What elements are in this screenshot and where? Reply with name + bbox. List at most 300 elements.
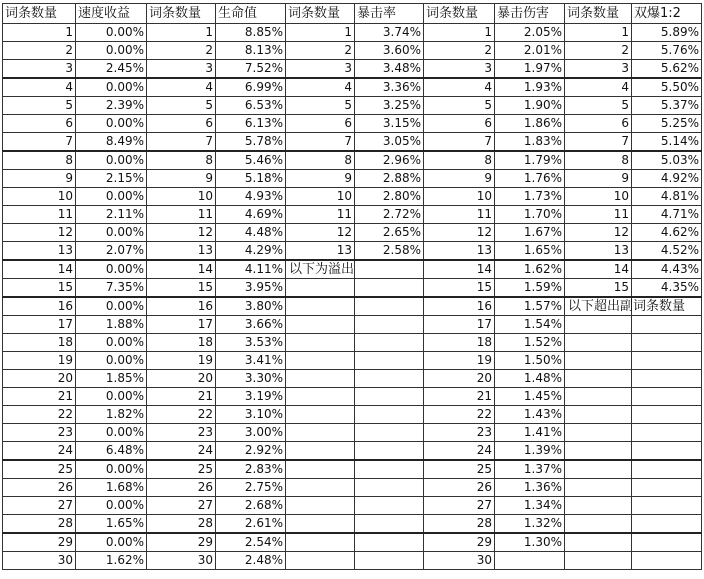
count-cell[interactable]: 23 bbox=[3, 424, 76, 442]
count-cell[interactable]: 20 bbox=[3, 370, 76, 388]
count-cell[interactable]: 9 bbox=[3, 170, 76, 188]
crit-dmg-cell[interactable]: 1.76% bbox=[495, 170, 565, 188]
count-cell[interactable]: 19 bbox=[424, 352, 495, 370]
count-cell[interactable]: 29 bbox=[424, 533, 495, 552]
speed-cell[interactable]: 1.85% bbox=[76, 370, 147, 388]
speed-cell[interactable]: 0.00% bbox=[76, 424, 147, 442]
hp-cell[interactable]: 6.13% bbox=[216, 115, 286, 133]
count-cell[interactable]: 16 bbox=[3, 297, 76, 316]
speed-cell[interactable]: 1.65% bbox=[76, 515, 147, 534]
count-cell[interactable]: 4 bbox=[424, 78, 495, 97]
crit-rate-cell[interactable] bbox=[355, 370, 424, 388]
count-cell[interactable]: 10 bbox=[565, 188, 632, 206]
count-cell[interactable]: 9 bbox=[565, 170, 632, 188]
count-cell[interactable] bbox=[565, 406, 632, 424]
hp-cell[interactable]: 5.78% bbox=[216, 133, 286, 152]
count-cell[interactable]: 16 bbox=[147, 297, 216, 316]
hp-cell[interactable]: 4.93% bbox=[216, 188, 286, 206]
crit-dmg-cell[interactable]: 1.50% bbox=[495, 352, 565, 370]
count-cell[interactable]: 10 bbox=[424, 188, 495, 206]
double-crit-cell[interactable] bbox=[632, 552, 702, 570]
speed-cell[interactable]: 0.00% bbox=[76, 334, 147, 352]
count-cell[interactable] bbox=[286, 406, 355, 424]
hp-cell[interactable]: 2.83% bbox=[216, 460, 286, 479]
count-cell[interactable]: 2 bbox=[3, 42, 76, 60]
speed-cell[interactable]: 0.00% bbox=[76, 224, 147, 242]
speed-cell[interactable]: 0.00% bbox=[76, 260, 147, 279]
count-cell[interactable]: 14 bbox=[424, 260, 495, 279]
crit-dmg-cell[interactable]: 1.30% bbox=[495, 533, 565, 552]
header-cell[interactable]: 词条数量 bbox=[424, 4, 495, 24]
crit-rate-cell[interactable]: 2.96% bbox=[355, 151, 424, 170]
double-crit-cell[interactable]: 4.81% bbox=[632, 188, 702, 206]
count-cell[interactable]: 26 bbox=[147, 479, 216, 497]
count-cell[interactable]: 13 bbox=[286, 242, 355, 261]
header-cell[interactable]: 词条数量 bbox=[3, 4, 76, 24]
count-cell[interactable]: 3 bbox=[565, 60, 632, 79]
count-cell[interactable]: 25 bbox=[424, 460, 495, 479]
count-cell[interactable] bbox=[286, 497, 355, 515]
count-cell[interactable]: 8 bbox=[286, 151, 355, 170]
header-cell[interactable]: 词条数量 bbox=[565, 4, 632, 24]
double-crit-cell[interactable]: 4.71% bbox=[632, 206, 702, 224]
count-cell[interactable] bbox=[286, 297, 355, 316]
hp-cell[interactable]: 3.30% bbox=[216, 370, 286, 388]
count-cell[interactable]: 22 bbox=[147, 406, 216, 424]
crit-rate-cell[interactable]: 2.80% bbox=[355, 188, 424, 206]
count-cell[interactable]: 26 bbox=[424, 479, 495, 497]
double-crit-cell[interactable] bbox=[632, 479, 702, 497]
count-cell[interactable]: 2 bbox=[424, 42, 495, 60]
header-cell[interactable]: 暴击率 bbox=[355, 4, 424, 24]
crit-rate-cell[interactable]: 2.65% bbox=[355, 224, 424, 242]
count-cell[interactable]: 11 bbox=[424, 206, 495, 224]
count-cell[interactable]: 21 bbox=[424, 388, 495, 406]
hp-cell[interactable]: 2.92% bbox=[216, 442, 286, 461]
hp-cell[interactable]: 6.99% bbox=[216, 78, 286, 97]
count-cell[interactable]: 11 bbox=[3, 206, 76, 224]
hp-cell[interactable]: 5.46% bbox=[216, 151, 286, 170]
count-cell[interactable]: 11 bbox=[286, 206, 355, 224]
crit-dmg-cell[interactable]: 1.70% bbox=[495, 206, 565, 224]
double-crit-cell[interactable]: 4.52% bbox=[632, 242, 702, 261]
count-cell[interactable]: 4 bbox=[3, 78, 76, 97]
crit-rate-cell[interactable] bbox=[355, 279, 424, 298]
count-cell[interactable]: 6 bbox=[565, 115, 632, 133]
count-cell[interactable]: 15 bbox=[147, 279, 216, 298]
count-cell[interactable]: 24 bbox=[424, 442, 495, 461]
count-cell[interactable] bbox=[565, 334, 632, 352]
count-cell[interactable] bbox=[286, 515, 355, 534]
double-crit-cell[interactable]: 5.25% bbox=[632, 115, 702, 133]
crit-dmg-cell[interactable]: 1.39% bbox=[495, 442, 565, 461]
count-cell[interactable]: 15 bbox=[3, 279, 76, 298]
count-cell[interactable]: 14 bbox=[147, 260, 216, 279]
count-cell[interactable]: 20 bbox=[147, 370, 216, 388]
double-crit-cell[interactable]: 5.50% bbox=[632, 78, 702, 97]
count-cell[interactable]: 13 bbox=[3, 242, 76, 261]
count-cell[interactable]: 8 bbox=[3, 151, 76, 170]
crit-rate-cell[interactable] bbox=[355, 533, 424, 552]
crit-dmg-cell[interactable]: 1.32% bbox=[495, 515, 565, 534]
crit-rate-cell[interactable] bbox=[355, 260, 424, 279]
count-cell[interactable]: 28 bbox=[424, 515, 495, 534]
count-cell[interactable]: 2 bbox=[147, 42, 216, 60]
count-cell[interactable]: 19 bbox=[147, 352, 216, 370]
count-cell[interactable]: 5 bbox=[147, 97, 216, 115]
speed-cell[interactable]: 0.00% bbox=[76, 497, 147, 515]
hp-cell[interactable]: 3.66% bbox=[216, 316, 286, 334]
count-cell[interactable] bbox=[286, 334, 355, 352]
count-cell[interactable]: 1 bbox=[424, 24, 495, 42]
crit-dmg-cell[interactable]: 1.67% bbox=[495, 224, 565, 242]
count-cell[interactable]: 22 bbox=[3, 406, 76, 424]
count-cell[interactable]: 7 bbox=[565, 133, 632, 152]
speed-cell[interactable]: 0.00% bbox=[76, 24, 147, 42]
count-cell[interactable]: 25 bbox=[3, 460, 76, 479]
double-crit-cell[interactable]: 5.37% bbox=[632, 97, 702, 115]
crit-rate-cell[interactable]: 3.74% bbox=[355, 24, 424, 42]
count-cell[interactable]: 15 bbox=[565, 279, 632, 298]
header-cell[interactable]: 暴击伤害 bbox=[495, 4, 565, 24]
count-cell[interactable] bbox=[565, 352, 632, 370]
count-cell[interactable] bbox=[286, 316, 355, 334]
crit-dmg-cell[interactable]: 2.01% bbox=[495, 42, 565, 60]
crit-dmg-cell[interactable]: 1.65% bbox=[495, 242, 565, 261]
crit-rate-cell[interactable]: 3.05% bbox=[355, 133, 424, 152]
count-cell[interactable]: 21 bbox=[3, 388, 76, 406]
count-cell[interactable] bbox=[286, 370, 355, 388]
crit-rate-cell[interactable]: 2.72% bbox=[355, 206, 424, 224]
hp-cell[interactable]: 4.11% bbox=[216, 260, 286, 279]
count-cell[interactable]: 23 bbox=[424, 424, 495, 442]
double-crit-cell[interactable]: 4.43% bbox=[632, 260, 702, 279]
count-cell[interactable]: 17 bbox=[147, 316, 216, 334]
count-cell[interactable]: 30 bbox=[147, 552, 216, 570]
count-cell[interactable]: 27 bbox=[147, 497, 216, 515]
speed-cell[interactable]: 2.39% bbox=[76, 97, 147, 115]
header-cell[interactable]: 词条数量 bbox=[147, 4, 216, 24]
count-cell[interactable]: 5 bbox=[286, 97, 355, 115]
header-cell[interactable]: 生命值 bbox=[216, 4, 286, 24]
count-cell[interactable] bbox=[565, 424, 632, 442]
crit-dmg-cell[interactable]: 1.34% bbox=[495, 497, 565, 515]
count-cell[interactable]: 11 bbox=[565, 206, 632, 224]
count-cell[interactable] bbox=[565, 515, 632, 534]
count-cell[interactable]: 8 bbox=[147, 151, 216, 170]
count-cell[interactable]: 12 bbox=[424, 224, 495, 242]
crit-rate-cell[interactable] bbox=[355, 406, 424, 424]
count-cell[interactable] bbox=[565, 479, 632, 497]
crit-rate-cell[interactable] bbox=[355, 297, 424, 316]
crit-dmg-cell[interactable]: 1.86% bbox=[495, 115, 565, 133]
double-crit-cell[interactable]: 4.92% bbox=[632, 170, 702, 188]
count-cell[interactable]: 6 bbox=[286, 115, 355, 133]
crit-dmg-cell[interactable]: 1.90% bbox=[495, 97, 565, 115]
crit-rate-cell[interactable]: 3.60% bbox=[355, 42, 424, 60]
speed-cell[interactable]: 1.62% bbox=[76, 552, 147, 570]
count-cell[interactable]: 1 bbox=[3, 24, 76, 42]
speed-cell[interactable]: 0.00% bbox=[76, 78, 147, 97]
count-cell[interactable]: 7 bbox=[3, 133, 76, 152]
crit-dmg-cell[interactable]: 1.36% bbox=[495, 479, 565, 497]
double-crit-cell[interactable]: 5.03% bbox=[632, 151, 702, 170]
double-crit-cell[interactable] bbox=[632, 316, 702, 334]
crit-dmg-cell[interactable]: 1.57% bbox=[495, 297, 565, 316]
double-crit-cell[interactable] bbox=[632, 352, 702, 370]
speed-cell[interactable]: 2.15% bbox=[76, 170, 147, 188]
hp-cell[interactable]: 3.00% bbox=[216, 424, 286, 442]
count-cell[interactable]: 12 bbox=[565, 224, 632, 242]
crit-rate-cell[interactable] bbox=[355, 352, 424, 370]
count-cell[interactable] bbox=[286, 552, 355, 570]
crit-dmg-cell[interactable]: 1.59% bbox=[495, 279, 565, 298]
count-cell[interactable] bbox=[565, 460, 632, 479]
speed-cell[interactable]: 0.00% bbox=[76, 188, 147, 206]
double-crit-cell[interactable]: 4.62% bbox=[632, 224, 702, 242]
hp-cell[interactable]: 2.61% bbox=[216, 515, 286, 534]
double-crit-cell[interactable]: 5.89% bbox=[632, 24, 702, 42]
count-cell[interactable]: 7 bbox=[424, 133, 495, 152]
count-cell[interactable] bbox=[286, 479, 355, 497]
count-cell[interactable]: 22 bbox=[424, 406, 495, 424]
double-crit-cell[interactable] bbox=[632, 334, 702, 352]
hp-cell[interactable]: 4.69% bbox=[216, 206, 286, 224]
count-cell[interactable] bbox=[565, 370, 632, 388]
speed-cell[interactable]: 0.00% bbox=[76, 115, 147, 133]
speed-cell[interactable]: 2.11% bbox=[76, 206, 147, 224]
count-cell[interactable] bbox=[286, 424, 355, 442]
crit-rate-cell[interactable]: 3.48% bbox=[355, 60, 424, 79]
double-crit-cell[interactable]: 5.62% bbox=[632, 60, 702, 79]
count-cell[interactable]: 10 bbox=[3, 188, 76, 206]
count-cell[interactable]: 9 bbox=[424, 170, 495, 188]
count-cell[interactable]: 2 bbox=[286, 42, 355, 60]
count-cell[interactable]: 1 bbox=[147, 24, 216, 42]
crit-dmg-cell[interactable]: 1.41% bbox=[495, 424, 565, 442]
speed-cell[interactable]: 2.07% bbox=[76, 242, 147, 261]
header-cell[interactable]: 速度收益 bbox=[76, 4, 147, 24]
count-cell[interactable]: 3 bbox=[147, 60, 216, 79]
count-cell[interactable]: 6 bbox=[424, 115, 495, 133]
count-cell[interactable]: 4 bbox=[286, 78, 355, 97]
count-cell[interactable]: 24 bbox=[147, 442, 216, 461]
speed-cell[interactable]: 6.48% bbox=[76, 442, 147, 461]
crit-rate-cell[interactable] bbox=[355, 334, 424, 352]
crit-dmg-cell[interactable]: 1.43% bbox=[495, 406, 565, 424]
count-cell[interactable]: 18 bbox=[3, 334, 76, 352]
count-cell[interactable]: 8 bbox=[424, 151, 495, 170]
speed-cell[interactable]: 1.82% bbox=[76, 406, 147, 424]
double-crit-cell[interactable] bbox=[632, 388, 702, 406]
count-cell[interactable]: 6 bbox=[3, 115, 76, 133]
hp-cell[interactable]: 2.54% bbox=[216, 533, 286, 552]
count-cell[interactable] bbox=[286, 388, 355, 406]
count-cell[interactable]: 21 bbox=[147, 388, 216, 406]
count-cell[interactable]: 27 bbox=[3, 497, 76, 515]
count-cell[interactable]: 9 bbox=[147, 170, 216, 188]
crit-dmg-cell[interactable]: 1.62% bbox=[495, 260, 565, 279]
hp-cell[interactable]: 8.85% bbox=[216, 24, 286, 42]
crit-dmg-cell[interactable]: 1.37% bbox=[495, 460, 565, 479]
crit-rate-cell[interactable]: 3.15% bbox=[355, 115, 424, 133]
crit-rate-cell[interactable] bbox=[355, 316, 424, 334]
count-cell[interactable]: 2 bbox=[565, 42, 632, 60]
header-cell[interactable]: 词条数量 bbox=[286, 4, 355, 24]
count-cell[interactable]: 5 bbox=[424, 97, 495, 115]
crit-rate-cell[interactable] bbox=[355, 515, 424, 534]
crit-rate-cell[interactable] bbox=[355, 442, 424, 461]
speed-cell[interactable]: 0.00% bbox=[76, 388, 147, 406]
speed-cell[interactable]: 0.00% bbox=[76, 460, 147, 479]
count-cell[interactable]: 18 bbox=[424, 334, 495, 352]
speed-cell[interactable]: 7.35% bbox=[76, 279, 147, 298]
overflow-note[interactable] bbox=[286, 260, 355, 279]
double-crit-cell[interactable] bbox=[632, 533, 702, 552]
count-cell[interactable]: 5 bbox=[565, 97, 632, 115]
count-cell[interactable]: 7 bbox=[286, 133, 355, 152]
crit-rate-cell[interactable] bbox=[355, 497, 424, 515]
double-crit-cell[interactable] bbox=[632, 460, 702, 479]
speed-cell[interactable]: 8.49% bbox=[76, 133, 147, 152]
count-cell[interactable]: 28 bbox=[147, 515, 216, 534]
count-cell[interactable] bbox=[286, 279, 355, 298]
crit-rate-cell[interactable] bbox=[355, 424, 424, 442]
hp-cell[interactable]: 4.48% bbox=[216, 224, 286, 242]
crit-dmg-cell[interactable]: 2.05% bbox=[495, 24, 565, 42]
speed-cell[interactable]: 0.00% bbox=[76, 352, 147, 370]
count-cell[interactable]: 6 bbox=[147, 115, 216, 133]
header-cell[interactable]: 双爆1:2 bbox=[632, 4, 702, 24]
hp-cell[interactable]: 3.19% bbox=[216, 388, 286, 406]
hp-cell[interactable]: 2.75% bbox=[216, 479, 286, 497]
count-cell[interactable]: 1 bbox=[286, 24, 355, 42]
hp-cell[interactable]: 3.41% bbox=[216, 352, 286, 370]
count-cell[interactable]: 12 bbox=[147, 224, 216, 242]
hp-cell[interactable]: 4.29% bbox=[216, 242, 286, 261]
double-crit-cell[interactable]: 4.35% bbox=[632, 279, 702, 298]
count-cell[interactable] bbox=[565, 533, 632, 552]
count-cell[interactable] bbox=[565, 497, 632, 515]
hp-cell[interactable]: 2.48% bbox=[216, 552, 286, 570]
count-cell[interactable]: 24 bbox=[3, 442, 76, 461]
count-cell[interactable]: 7 bbox=[147, 133, 216, 152]
crit-rate-cell[interactable]: 2.88% bbox=[355, 170, 424, 188]
count-cell[interactable]: 4 bbox=[147, 78, 216, 97]
count-cell[interactable]: 30 bbox=[3, 552, 76, 570]
count-cell[interactable] bbox=[286, 533, 355, 552]
crit-rate-cell[interactable] bbox=[355, 552, 424, 570]
count-cell[interactable]: 15 bbox=[424, 279, 495, 298]
count-cell[interactable]: 4 bbox=[565, 78, 632, 97]
count-cell[interactable] bbox=[565, 388, 632, 406]
double-crit-cell[interactable]: 5.14% bbox=[632, 133, 702, 152]
count-cell[interactable]: 18 bbox=[147, 334, 216, 352]
count-cell[interactable]: 20 bbox=[424, 370, 495, 388]
count-cell[interactable] bbox=[565, 316, 632, 334]
double-crit-cell[interactable]: 5.76% bbox=[632, 42, 702, 60]
hp-cell[interactable]: 3.10% bbox=[216, 406, 286, 424]
count-cell[interactable] bbox=[286, 460, 355, 479]
count-cell[interactable]: 28 bbox=[3, 515, 76, 534]
overflow-note[interactable] bbox=[565, 297, 686, 316]
count-cell[interactable]: 29 bbox=[3, 533, 76, 552]
hp-cell[interactable]: 2.68% bbox=[216, 497, 286, 515]
double-crit-cell[interactable] bbox=[632, 370, 702, 388]
hp-cell[interactable]: 5.18% bbox=[216, 170, 286, 188]
crit-rate-cell[interactable]: 3.25% bbox=[355, 97, 424, 115]
hp-cell[interactable]: 6.53% bbox=[216, 97, 286, 115]
count-cell[interactable] bbox=[286, 442, 355, 461]
count-cell[interactable]: 5 bbox=[3, 97, 76, 115]
crit-dmg-cell[interactable]: 1.52% bbox=[495, 334, 565, 352]
count-cell[interactable]: 3 bbox=[3, 60, 76, 79]
count-cell[interactable]: 1 bbox=[565, 24, 632, 42]
count-cell[interactable]: 14 bbox=[565, 260, 632, 279]
count-cell[interactable]: 3 bbox=[286, 60, 355, 79]
crit-dmg-cell[interactable]: 1.83% bbox=[495, 133, 565, 152]
count-cell[interactable] bbox=[565, 442, 632, 461]
speed-cell[interactable]: 0.00% bbox=[76, 297, 147, 316]
speed-cell[interactable]: 0.00% bbox=[76, 42, 147, 60]
hp-cell[interactable]: 7.52% bbox=[216, 60, 286, 79]
crit-dmg-cell[interactable]: 1.48% bbox=[495, 370, 565, 388]
crit-dmg-cell[interactable]: 1.97% bbox=[495, 60, 565, 79]
crit-rate-cell[interactable] bbox=[355, 479, 424, 497]
count-cell[interactable]: 27 bbox=[424, 497, 495, 515]
count-cell[interactable]: 9 bbox=[286, 170, 355, 188]
double-crit-cell[interactable] bbox=[632, 406, 702, 424]
double-crit-cell[interactable] bbox=[632, 515, 702, 534]
crit-dmg-cell[interactable]: 1.54% bbox=[495, 316, 565, 334]
count-cell[interactable]: 14 bbox=[3, 260, 76, 279]
count-cell[interactable]: 13 bbox=[424, 242, 495, 261]
hp-cell[interactable]: 3.53% bbox=[216, 334, 286, 352]
hp-cell[interactable]: 3.95% bbox=[216, 279, 286, 298]
crit-dmg-cell[interactable]: 1.45% bbox=[495, 388, 565, 406]
count-cell[interactable]: 13 bbox=[147, 242, 216, 261]
count-cell[interactable]: 19 bbox=[3, 352, 76, 370]
double-crit-cell[interactable] bbox=[632, 442, 702, 461]
hp-cell[interactable]: 8.13% bbox=[216, 42, 286, 60]
count-cell[interactable]: 8 bbox=[565, 151, 632, 170]
crit-dmg-cell[interactable] bbox=[495, 552, 565, 570]
count-cell[interactable] bbox=[565, 552, 632, 570]
crit-dmg-cell[interactable]: 1.79% bbox=[495, 151, 565, 170]
speed-cell[interactable]: 1.68% bbox=[76, 479, 147, 497]
double-crit-cell[interactable] bbox=[632, 497, 702, 515]
count-cell[interactable]: 12 bbox=[286, 224, 355, 242]
hp-cell[interactable]: 3.80% bbox=[216, 297, 286, 316]
count-cell[interactable] bbox=[286, 352, 355, 370]
count-cell[interactable]: 10 bbox=[286, 188, 355, 206]
count-cell[interactable]: 10 bbox=[147, 188, 216, 206]
speed-cell[interactable]: 0.00% bbox=[76, 151, 147, 170]
count-cell[interactable]: 16 bbox=[424, 297, 495, 316]
crit-rate-cell[interactable] bbox=[355, 460, 424, 479]
count-cell[interactable]: 11 bbox=[147, 206, 216, 224]
count-cell[interactable]: 26 bbox=[3, 479, 76, 497]
speed-cell[interactable]: 1.88% bbox=[76, 316, 147, 334]
count-cell[interactable]: 25 bbox=[147, 460, 216, 479]
count-cell[interactable]: 17 bbox=[424, 316, 495, 334]
crit-dmg-cell[interactable]: 1.73% bbox=[495, 188, 565, 206]
count-cell[interactable]: 17 bbox=[3, 316, 76, 334]
crit-rate-cell[interactable]: 3.36% bbox=[355, 78, 424, 97]
count-cell[interactable]: 29 bbox=[147, 533, 216, 552]
count-cell[interactable]: 12 bbox=[3, 224, 76, 242]
crit-rate-cell[interactable] bbox=[355, 388, 424, 406]
